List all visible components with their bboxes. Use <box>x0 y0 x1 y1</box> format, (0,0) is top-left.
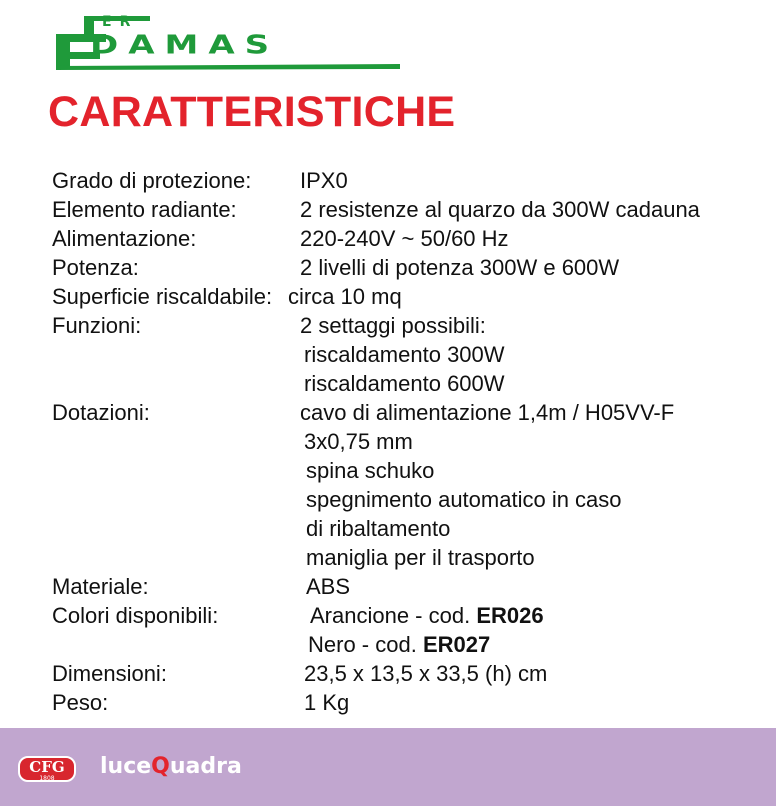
spec-value: ABS <box>306 574 351 599</box>
spec-row-materiale <box>52 572 700 601</box>
spec-label: Peso: <box>52 690 109 715</box>
spec-value: maniglia per il trasporto <box>306 545 535 570</box>
spec-row-alimentazione <box>52 224 700 253</box>
spec-value: 23,5 x 13,5 x 33,5 (h) cm <box>304 661 548 686</box>
spec-value: spegnimento automatico in caso <box>306 487 622 512</box>
spec-row-elemento <box>52 195 700 224</box>
spec-value: riscaldamento 600W <box>304 371 505 396</box>
spec-value: 3x0,75 mm <box>304 429 413 454</box>
cfg-logo <box>18 756 76 782</box>
spec-label: Dotazioni: <box>52 400 150 425</box>
spec-label: Elemento radiante: <box>52 197 237 222</box>
color-option-text: Arancione - cod. <box>310 603 477 628</box>
spec-row-colori <box>52 601 700 659</box>
spec-value: spina schuko <box>306 458 435 483</box>
spec-value: circa 10 mq <box>288 284 402 309</box>
spec-label: Funzioni: <box>52 313 142 338</box>
spec-value: 1 Kg <box>304 690 350 715</box>
spec-row-peso <box>52 688 700 717</box>
cfg-logo-text: CFG <box>29 758 65 776</box>
lucequadra-logo <box>100 754 242 779</box>
product-code: ER027 <box>422 632 491 657</box>
spec-value: IPX0 <box>300 168 348 193</box>
spec-label: Colori disponibili: <box>52 603 219 628</box>
spec-value: riscaldamento 300W <box>304 342 505 367</box>
spec-row-dimensioni <box>52 659 700 688</box>
spec-label: Superficie riscaldabile: <box>52 284 273 309</box>
spec-value: 220-240V ~ 50/60 Hz <box>300 226 509 251</box>
spec-value: 2 livelli di potenza 300W e 600W <box>300 255 620 280</box>
brand-part2: uadra <box>169 754 242 779</box>
spec-row-potenza <box>52 253 700 282</box>
spec-label: Dimensioni: <box>52 661 167 686</box>
specs-list <box>52 166 700 717</box>
product-code: ER026 <box>476 603 544 628</box>
spec-row-superficie <box>52 282 700 311</box>
color-option <box>300 630 544 659</box>
footer-bar <box>0 728 776 806</box>
brand-part1: luce <box>100 754 152 779</box>
cfg-logo-year: 1808 <box>39 775 55 782</box>
page-title: CARATTERISTICHE <box>48 88 456 136</box>
spec-row-grado <box>52 166 700 195</box>
spec-value: 2 resistenze al quarzo da 300W cadauna <box>300 197 700 222</box>
spec-label: Alimentazione: <box>52 226 197 251</box>
spec-label: Materiale: <box>52 574 149 599</box>
spec-row-dotazioni <box>52 398 700 572</box>
spec-value: 2 settaggi possibili: <box>300 313 486 338</box>
color-option-text: Nero - cod. <box>308 632 423 657</box>
color-option <box>300 601 544 630</box>
spec-row-funzioni <box>52 311 700 398</box>
spec-value: di ribaltamento <box>306 516 451 541</box>
logo-main-text: DAMAS <box>90 30 280 60</box>
ferdamas-logo <box>50 12 410 72</box>
spec-value: cavo di alimentazione 1,4m / H05VV-F <box>300 400 675 425</box>
logo-er-text: ER <box>102 14 139 30</box>
spec-label: Potenza: <box>52 255 139 280</box>
brand-q: Q <box>151 754 170 779</box>
spec-label: Grado di protezione: <box>52 168 252 193</box>
